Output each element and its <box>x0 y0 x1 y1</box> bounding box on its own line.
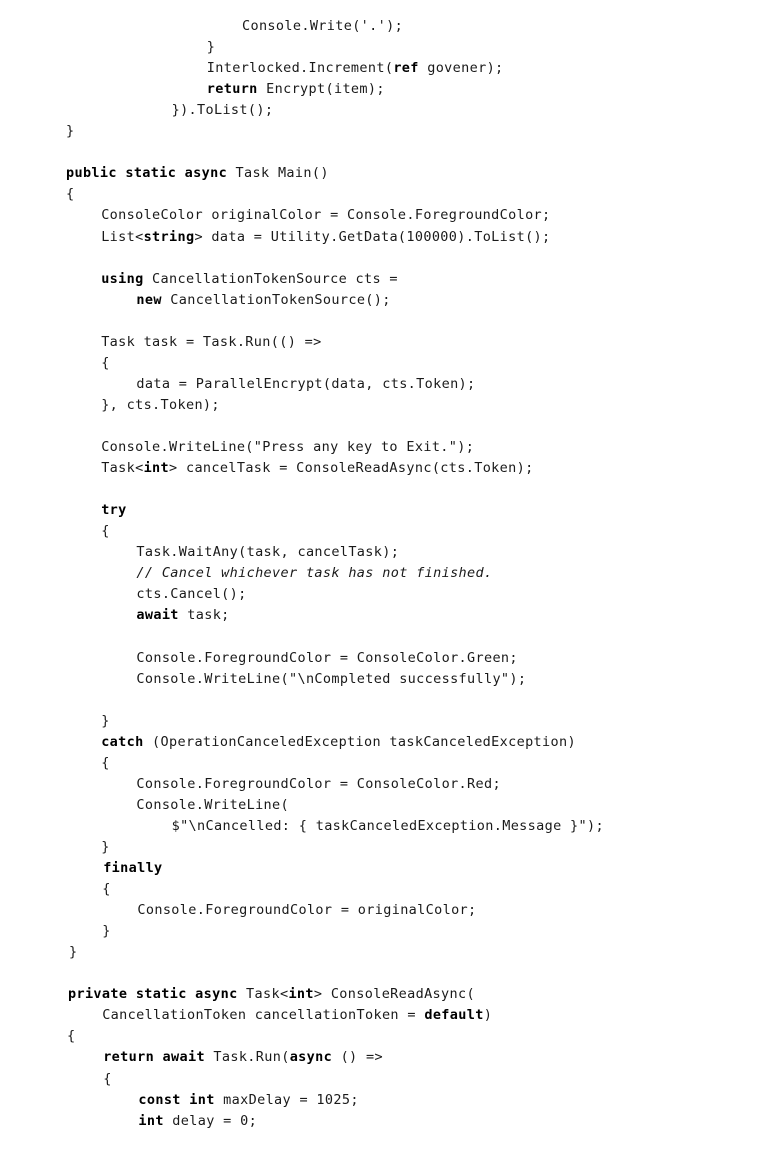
code-keyword: finally <box>103 860 163 876</box>
code-keyword: public static async <box>66 165 228 182</box>
code-line <box>102 879 110 900</box>
code-line <box>101 353 109 374</box>
code-text: List< <box>101 228 144 245</box>
code-keyword: string <box>143 228 195 245</box>
code-text: (OperationCanceledException taskCanceledException) <box>143 733 576 750</box>
code-line <box>103 1047 383 1068</box>
code-text: { <box>66 186 75 203</box>
code-keyword: default <box>424 1007 484 1024</box>
code-line <box>101 269 398 290</box>
code-line <box>207 79 385 100</box>
code-line <box>101 332 321 353</box>
code-text: ConsoleColor originalColor = Console.ForegroundColor; <box>101 207 551 224</box>
code-line <box>242 16 403 37</box>
code-text: maxDelay = 1025; <box>214 1091 359 1108</box>
code-line <box>136 669 526 690</box>
code-keyword: await <box>136 607 179 624</box>
code-text: delay = 0; <box>163 1112 258 1129</box>
code-line <box>101 437 474 458</box>
code-line <box>101 732 576 753</box>
code-text: { <box>67 1028 76 1045</box>
code-keyword: return await <box>103 1049 205 1066</box>
code-text: } <box>101 712 110 729</box>
code-text: Task Main() <box>227 165 329 182</box>
code-line <box>101 227 550 248</box>
code-keyword: try <box>101 502 127 519</box>
code-keyword: return <box>206 81 258 98</box>
code-line <box>136 648 518 669</box>
code-line <box>103 858 162 879</box>
code-text: govener); <box>418 60 504 77</box>
code-line <box>101 521 109 542</box>
code-text: } <box>102 923 111 940</box>
code-text: $"\nCancelled: { taskCanceledException.Message }"); <box>171 817 604 834</box>
code-line <box>137 900 476 921</box>
code-line <box>101 837 109 858</box>
code-text: } <box>206 39 216 56</box>
code-text: Task.Run( <box>204 1049 290 1066</box>
code-text: { <box>101 523 110 540</box>
code-text: > data = Utility.GetData(100000).ToList(); <box>194 228 551 245</box>
code-text: Interlocked.Increment( <box>206 60 394 77</box>
code-keyword: async <box>289 1049 333 1066</box>
code-text: CancellationTokenSource(); <box>161 291 391 308</box>
code-text: Console.Write('.'); <box>242 18 404 34</box>
code-keyword: using <box>101 270 144 287</box>
code-text: } <box>101 838 110 855</box>
code-text: Encrypt(item); <box>257 81 385 98</box>
code-line <box>136 774 501 795</box>
code-keyword: int <box>143 460 170 477</box>
code-line <box>172 816 604 837</box>
code-line <box>136 542 399 563</box>
code-line <box>101 458 533 479</box>
code-text: } <box>66 123 75 140</box>
code-text: Console.WriteLine("Press any key to Exit."); <box>101 439 475 455</box>
code-keyword: private static async <box>68 986 238 1003</box>
code-line <box>172 100 274 121</box>
code-line <box>138 1090 358 1111</box>
code-text: Task task = Task.Run(() => <box>101 333 322 350</box>
code-text: ) <box>483 1007 493 1024</box>
code-text: { <box>102 881 111 898</box>
code-text: { <box>103 1070 112 1087</box>
code-text: Console.WriteLine( <box>136 796 289 813</box>
code-line <box>102 1005 492 1026</box>
code-text: } <box>69 944 78 961</box>
code-line <box>138 1111 257 1132</box>
code-text: }, cts.Token); <box>101 396 220 413</box>
code-line <box>102 921 110 942</box>
code-text: Task.WaitAny(task, cancelTask); <box>136 544 400 561</box>
code-line <box>101 205 550 226</box>
code-text: Task< <box>237 986 289 1003</box>
code-line <box>69 942 77 963</box>
code-text: > cancelTask = ConsoleReadAsync(cts.Token); <box>169 460 534 477</box>
code-line <box>136 290 390 311</box>
code-text: }).ToList(); <box>171 102 274 119</box>
code-line <box>136 563 492 584</box>
code-text: data = ParallelEncrypt(data, cts.Token); <box>136 375 476 392</box>
code-keyword: int <box>138 1112 164 1129</box>
code-line <box>101 395 220 416</box>
code-text: Task< <box>101 460 144 477</box>
code-keyword: ref <box>393 60 419 77</box>
code-line <box>101 711 109 732</box>
code-keyword: int <box>288 986 314 1003</box>
code-line <box>136 374 475 395</box>
code-text: Console.WriteLine("\nCompleted successfully"); <box>136 670 527 687</box>
code-line <box>136 584 246 605</box>
code-keyword: catch <box>101 733 144 750</box>
code-line <box>66 121 74 142</box>
code-comment: // Cancel whichever task has not finished. <box>136 565 493 582</box>
code-line <box>207 58 504 79</box>
code-line <box>68 984 475 1005</box>
code-text: { <box>101 754 110 771</box>
code-text: task; <box>178 607 230 624</box>
code-text: { <box>101 354 110 371</box>
code-line <box>136 605 229 626</box>
code-text: Console.ForegroundColor = originalColor; <box>137 902 477 919</box>
code-text: Console.ForegroundColor = ConsoleColor.Green; <box>136 649 518 666</box>
code-keyword: new <box>136 291 162 308</box>
code-line <box>101 753 109 774</box>
code-keyword: const int <box>138 1091 215 1108</box>
code-text: CancellationToken cancellationToken = <box>102 1007 425 1024</box>
code-text: cts.Cancel(); <box>136 586 247 603</box>
code-text: () => <box>332 1049 383 1066</box>
code-line <box>207 37 215 58</box>
code-line <box>66 163 329 184</box>
code-line <box>101 500 126 521</box>
code-line <box>66 184 74 205</box>
code-text: Console.ForegroundColor = ConsoleColor.Red; <box>136 775 501 792</box>
code-line <box>136 795 289 816</box>
code-text: CancellationTokenSource cts = <box>143 270 398 287</box>
code-line <box>103 1069 111 1090</box>
code-line <box>67 1026 75 1047</box>
code-text: > ConsoleReadAsync( <box>313 986 475 1003</box>
